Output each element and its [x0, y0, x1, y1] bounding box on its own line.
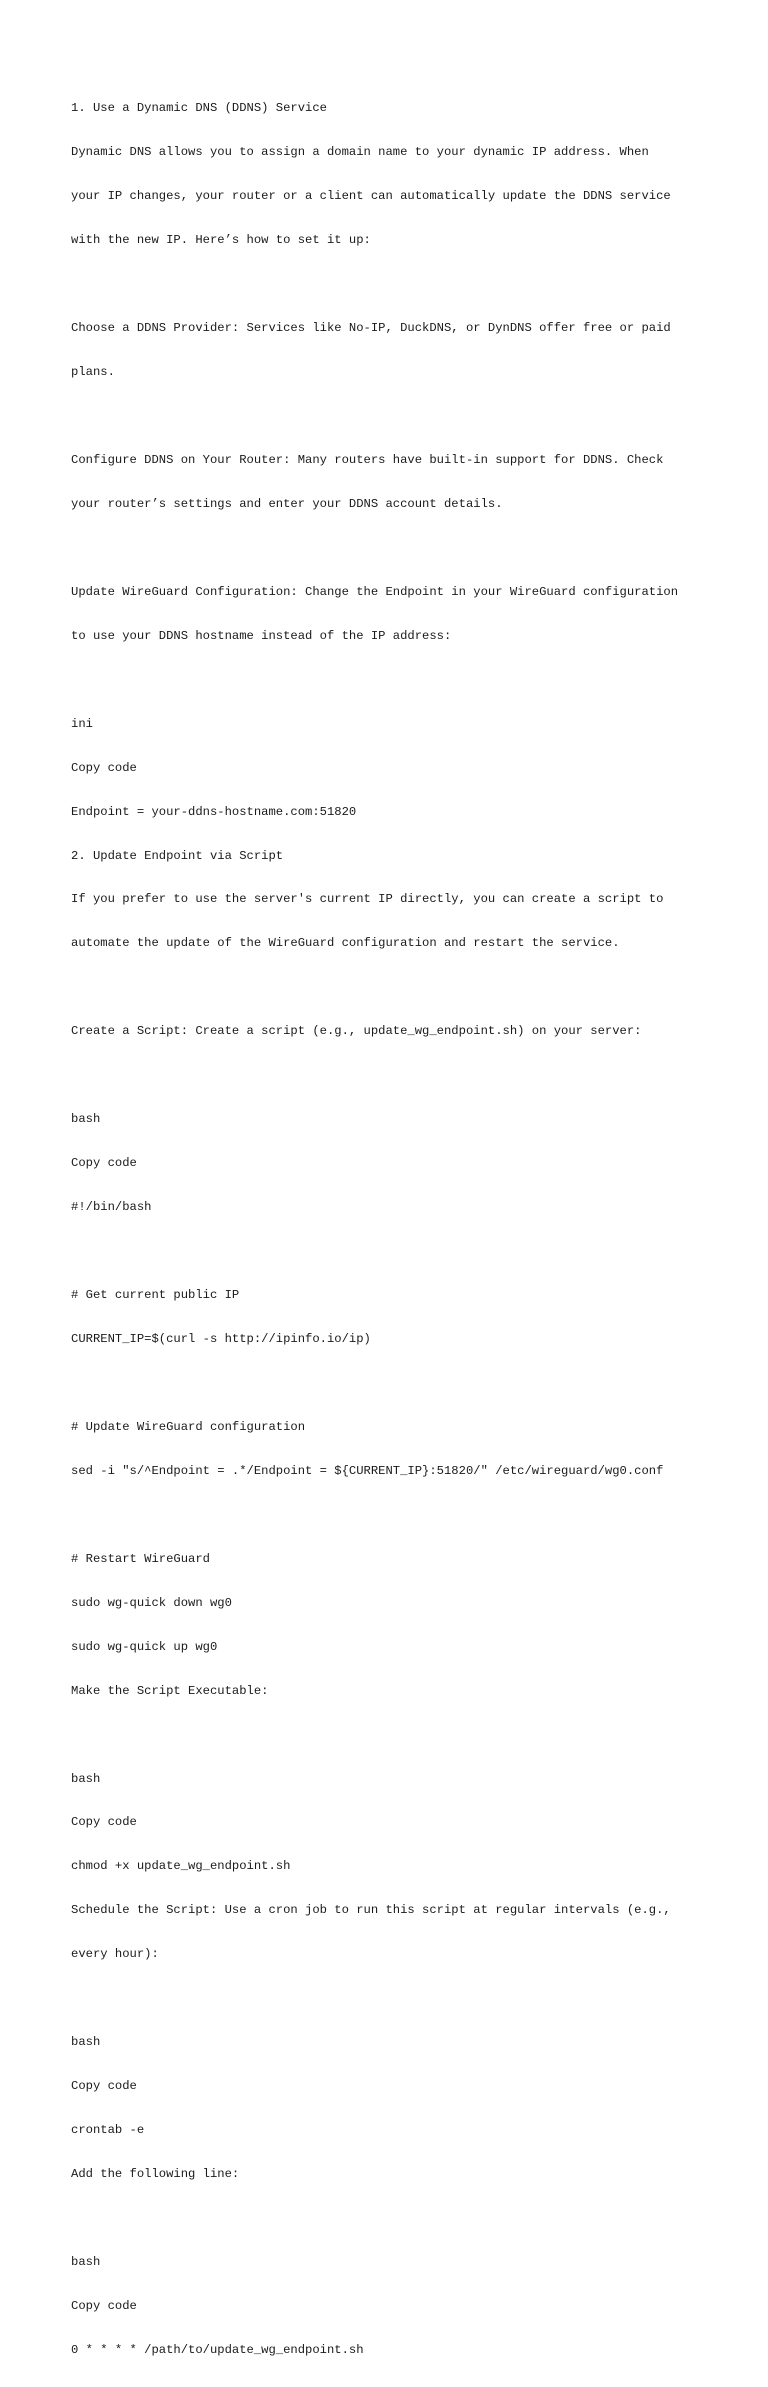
- code-line: CURRENT_IP=$(curl -s http://ipinfo.io/ip): [71, 1332, 371, 1346]
- code-line: 0 * * * * /path/to/update_wg_endpoint.sh: [71, 2342, 364, 2357]
- code-line: # Restart WireGuard: [71, 1551, 210, 1566]
- blank-line: [71, 980, 711, 995]
- code-line: Endpoint = your-ddns-hostname.com:51820: [71, 804, 357, 819]
- code-language-label: bash: [71, 2255, 101, 2270]
- section-heading-ddns: 1. Use a Dynamic DNS (DDNS) Service: [71, 101, 327, 116]
- text-line: Schedule the Script: Use a cron job to run this script at regular intervals (e.g.,: [71, 1903, 671, 1918]
- text-line: Dynamic DNS allows you to assign a domain name to your dynamic IP address. When: [71, 145, 649, 160]
- blank-line: [71, 1508, 711, 1523]
- text-line: If you prefer to use the server's current IP directly, you can create a script to: [71, 892, 664, 907]
- code-line: sudo wg-quick up wg0: [71, 1639, 218, 1654]
- text-line: to use your DDNS hostname instead of the IP address:: [71, 628, 452, 643]
- text-line: Choose a DDNS Provider: Services like No-IP, DuckDNS, or DynDNS offer free or paid: [71, 321, 671, 336]
- copy-code-label: Copy code: [71, 2079, 137, 2094]
- code-language-label: ini: [71, 716, 93, 731]
- code-line: # Get current public IP: [71, 1288, 240, 1303]
- copy-code-label: Copy code: [71, 2298, 137, 2313]
- text-line: every hour):: [71, 1947, 159, 1962]
- blank-line: [71, 1068, 711, 1083]
- text-line: your IP changes, your router or a client can automatically update the DDNS service: [71, 189, 671, 204]
- text-line: Make the Script Executable:: [71, 1683, 269, 1698]
- blank-line: [71, 2211, 711, 2226]
- code-line: #!/bin/bash: [71, 1200, 152, 1215]
- text-line: Update WireGuard Configuration: Change the Endpoint in your WireGuard configuration: [71, 584, 679, 599]
- copy-code-label: Copy code: [71, 760, 137, 775]
- code-language-label: bash: [71, 1771, 101, 1786]
- text-line: your router’s settings and enter your DDNS account details.: [71, 496, 503, 511]
- text-line: automate the update of the WireGuard configuration and restart the service.: [71, 936, 620, 951]
- text-line: Create a Script: Create a script (e.g., update_wg_endpoint.sh) on your server:: [71, 1024, 642, 1039]
- code-language-label: bash: [71, 2035, 101, 2050]
- code-line: chmod +x update_wg_endpoint.sh: [71, 1859, 291, 1874]
- code-language-label: bash: [71, 1112, 101, 1127]
- blank-line: [71, 1991, 711, 2006]
- blank-line: [71, 1376, 711, 1391]
- code-line: sed -i "s/^Endpoint = .*/Endpoint = ${CURRENT_IP}:51820/" /etc/wireguard/wg0.conf: [71, 1463, 664, 1478]
- text-line: with the new IP. Here’s how to set it up:: [71, 233, 371, 248]
- blank-line: [71, 1244, 711, 1259]
- blank-line: [71, 1728, 711, 1743]
- copy-code-label: Copy code: [71, 1156, 137, 1171]
- text-line: Configure DDNS on Your Router: Many routers have built-in support for DDNS. Check: [71, 452, 664, 467]
- code-line: # Update WireGuard configuration: [71, 1419, 306, 1434]
- copy-code-label: Copy code: [71, 1815, 137, 1830]
- text-line: Add the following line:: [71, 2167, 240, 2182]
- section-heading-script: 2. Update Endpoint via Script: [71, 848, 284, 863]
- blank-line: [71, 541, 711, 556]
- code-line: sudo wg-quick down wg0: [71, 1595, 232, 1610]
- code-line: crontab -e: [71, 2123, 145, 2138]
- blank-line: [71, 673, 711, 688]
- text-line: plans.: [71, 365, 115, 380]
- blank-line: [71, 409, 711, 424]
- blank-line: [71, 277, 711, 292]
- document-body: [71, 72, 711, 2387]
